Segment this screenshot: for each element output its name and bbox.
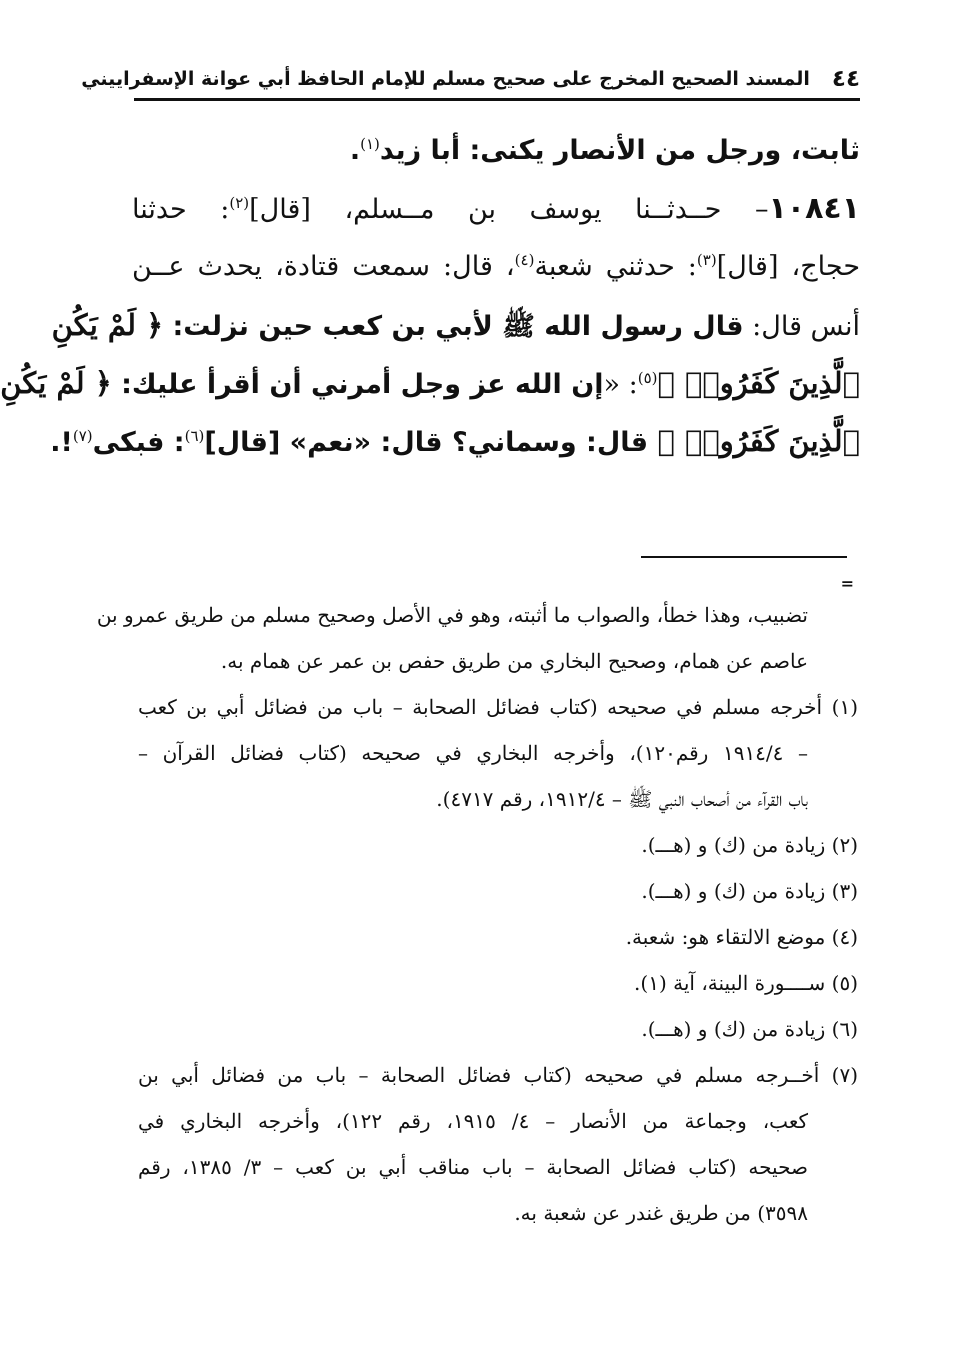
text-line-6 xyxy=(50,412,860,470)
footnote-1: (١) أخرجه مسلم في صحيحه (كتاب فضائل الصحابة – باب من فضائل أبي بن كعب xyxy=(138,695,858,719)
text-segment: : فبكى xyxy=(92,427,185,458)
quran-verse: ٱلَّذِينَ كَفَرُوا۟ ﴾ xyxy=(657,424,860,458)
footnote-7-line: كعب، وجماعة من الأنصار – ٤/ ١٩١٥، رقم ١٢٢)، وأخرجه البخاري في xyxy=(138,1109,808,1133)
footnote-7-line: صحيحه (كتاب فضائل الصحابة – باب مناقب أبي بن كعب – ٣/ ١٣٨٥، رقم xyxy=(138,1155,808,1179)
footnote-4: (٤) موضع الالتقاء هو: شعبة. xyxy=(625,925,858,949)
footnote-ref: (٥) xyxy=(637,369,658,387)
footnote-6: (٦) زيادة من (ك) و (هـــ). xyxy=(641,1017,858,1041)
text-segment: !. xyxy=(50,427,73,458)
footnote-5: (٥) ســــورة البينة، آية (١). xyxy=(634,971,858,995)
header-rule xyxy=(134,98,860,101)
text-segment: : « xyxy=(603,369,638,400)
footnote-ref: (١) xyxy=(360,135,380,153)
text-segment: قال: وسماني؟ قال: «نعم» [قال] xyxy=(204,427,658,458)
text-segment: : حدثني شعبة xyxy=(534,251,697,282)
text-segment: ، قال: سمعت قتادة، يحدث عــن xyxy=(132,251,515,282)
continuation-mark: = xyxy=(840,574,854,593)
text-segment: – حــدثــنا يوسف بن مــسلم، [قال] xyxy=(249,194,769,225)
main-text xyxy=(0,122,861,470)
footnote-ref: (٧) xyxy=(72,427,93,445)
quran-verse: ٱلَّذِينَ كَفَرُوا۟ ﴾ xyxy=(657,366,860,400)
footnote-continuation-line: عاصم عن همام، وصحيح البخاري من طريق حفص بن عمر عن همام به. xyxy=(220,649,808,673)
text-segment: ثابت، ورجل من الأنصار يكنى: أبا زيد xyxy=(379,135,860,166)
footnote-2: (٢) زيادة من (ك) و (هـــ). xyxy=(641,833,858,857)
footnote-ref: (٦) xyxy=(184,427,205,445)
hadith-number: ١٠٨٤١ xyxy=(768,191,861,226)
text-line-4 xyxy=(51,296,860,354)
running-title: المسند الصحيح المخرج على صحيح مسلم للإمام الحافظ أبي عوانة الإسفراييني xyxy=(81,68,810,90)
text-segment: إن الله عز وجل أمرني أن أقرأ عليك: xyxy=(111,369,604,400)
footnote-7-line: ٣٥٩٨) من طريق غندر عن شعبة به. xyxy=(514,1201,808,1225)
text-line-2 xyxy=(132,180,860,238)
text-segment: قال رسول الله ﷺ لأبي بن كعب حين نزلت: xyxy=(163,311,744,342)
quran-verse: ﴿ لَمْ يَكُنِ xyxy=(0,366,112,400)
footnote-1-line: – ١٩١٤/٤ رقم١٢٠)، وأخرجه البخاري في صحيحه (كتاب فضائل القرآن – xyxy=(138,741,809,765)
footnote-ref: (٣) xyxy=(696,251,717,269)
page-header xyxy=(81,62,860,96)
footnote-3: (٣) زيادة من (ك) و (هـــ). xyxy=(641,879,858,903)
footnote-ref: (٤) xyxy=(514,251,535,269)
text-segment: حجاج، [قال] xyxy=(716,251,861,282)
text-line-5 xyxy=(0,354,860,412)
footnotes xyxy=(96,592,858,1236)
footnote-1-line: باب القرآء من أصحاب النبي ﷺ – ١٩١٢/٤، رقم ٤٧١٧). xyxy=(436,787,808,811)
text-segment: : حدثنا xyxy=(132,194,230,225)
text-line-1 xyxy=(132,122,860,180)
text-segment: . xyxy=(349,135,361,166)
footnote-ref: (٢) xyxy=(229,194,250,212)
footnote-7: (٧) أخــرجه مسلم في صحيحه (كتاب فضائل الصحابة – باب من فضائل أبي بن xyxy=(138,1063,858,1087)
page-number: ٤٤ xyxy=(831,66,860,92)
text-line-3 xyxy=(132,238,860,296)
footnote-separator xyxy=(641,556,847,558)
footnote-continuation-line: تضبيب، وهذا خطأ، والصواب ما أثبته، وهو في الأصل وصحيح مسلم من طريق عمرو بن xyxy=(96,603,808,627)
text-segment: أنس قال: xyxy=(743,311,860,342)
quran-verse: ﴿ لَمْ يَكُنِ xyxy=(51,308,164,342)
